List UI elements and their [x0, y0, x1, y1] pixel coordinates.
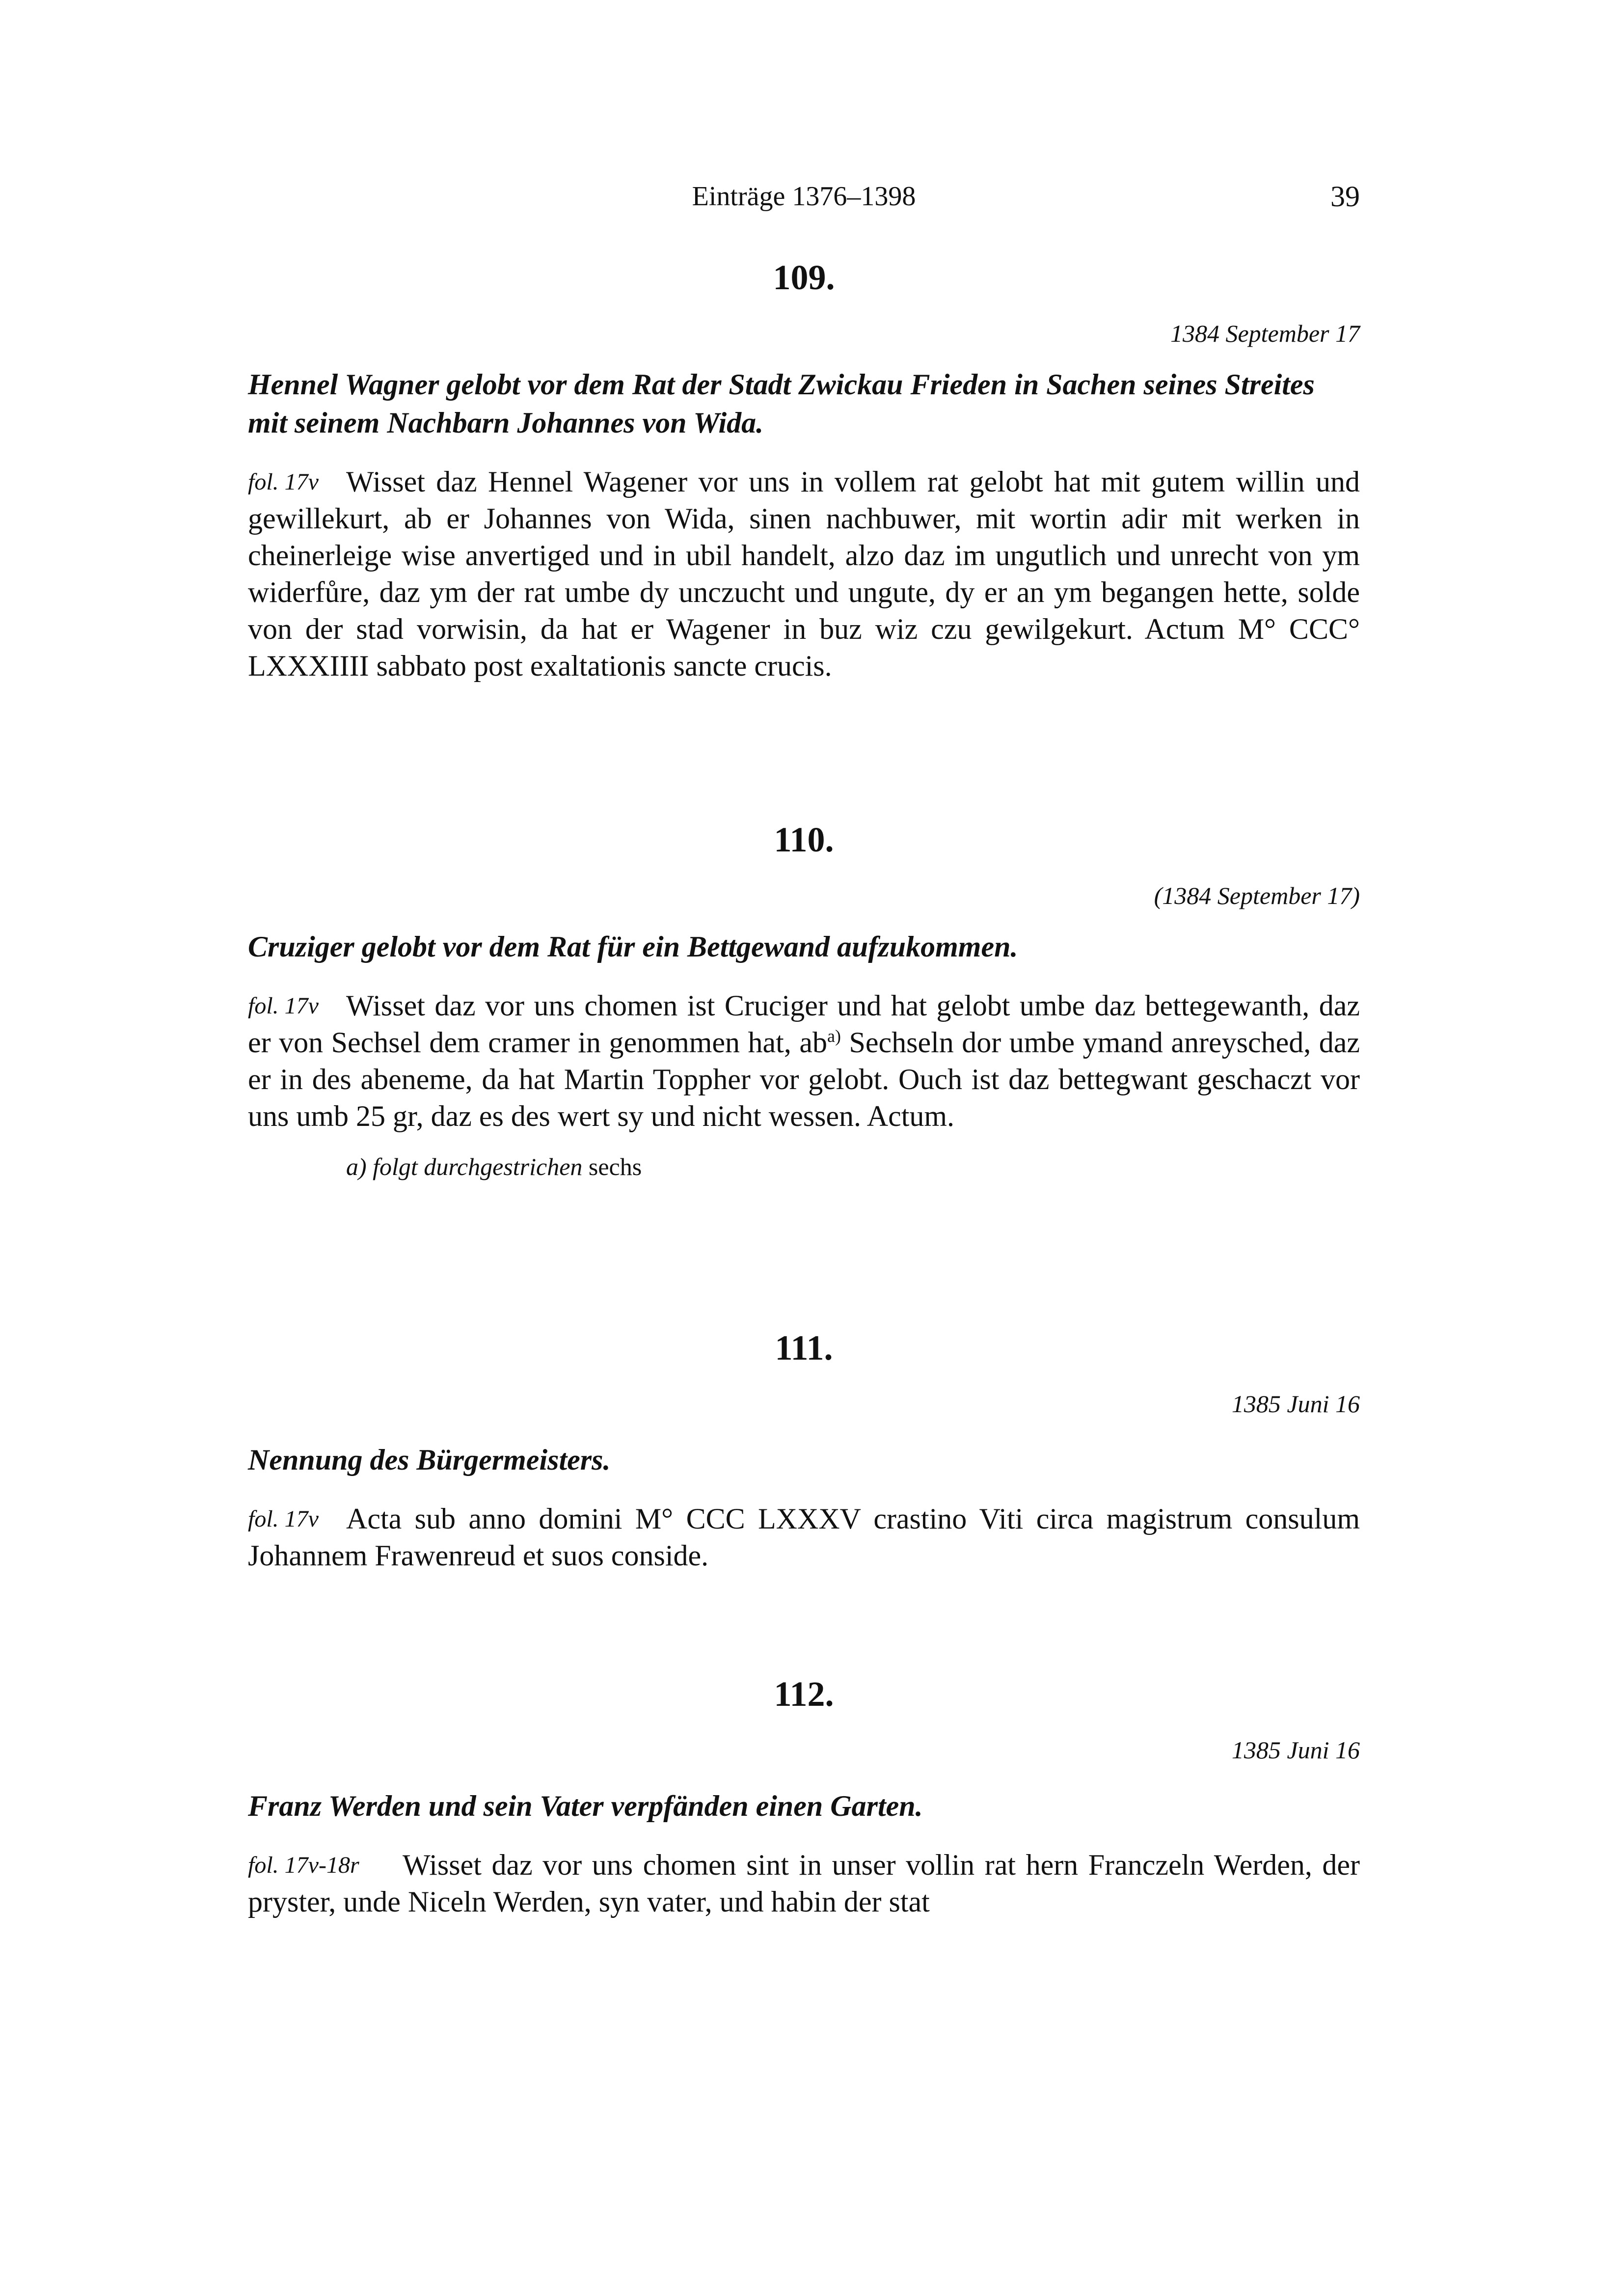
entry-111	[248, 1326, 1360, 1574]
running-head-title: Einträge 1376–1398	[692, 181, 916, 212]
entry-date: 1385 Juni 16	[1231, 1736, 1360, 1764]
entry-heading: Franz Werden und sein Vater verpfänden einen Garten.	[248, 1790, 923, 1822]
footnote-text: sechs	[582, 1153, 642, 1180]
entry-body	[248, 987, 1360, 1135]
folio-reference: fol. 17v	[248, 993, 319, 1019]
folio-reference: fol. 17v	[248, 1506, 319, 1532]
entry-body	[248, 464, 1360, 684]
footnote	[346, 1149, 1360, 1184]
entry-number: 110.	[774, 820, 834, 859]
entry-body	[248, 1501, 1360, 1574]
entry-number: 111.	[775, 1328, 833, 1367]
entry-heading: Hennel Wagner gelobt vor dem Rat der Stadt Zwickau Frieden in Sachen seines Streites mit seinem Nachbarn Johannes von Wida.	[248, 368, 1315, 439]
entry-112	[248, 1672, 1360, 1920]
entry-date: 1385 Juni 16	[1231, 1390, 1360, 1418]
running-head	[248, 177, 1360, 216]
footnote-marker: a)	[827, 1026, 841, 1046]
entry-number: 109.	[773, 258, 835, 297]
entry-text	[248, 987, 1360, 1135]
entry-text: Wisset daz vor uns chomen sint in unser vollin rat hern Franczeln Werden, der pryster, unde Niceln Werden, syn vater, und habin der stat	[248, 1849, 1360, 1918]
entry-110	[248, 818, 1360, 1184]
entry-text: Wisset daz Hennel Wagener vor uns in vollem rat gelobt hat mit gutem willin und gewillekurt, ab er Johannes von Wida, sinen nachbuwer, mit wortin adir mit werken in cheinerleige wise anvertiged und in ubil handelt, alzo daz im ungutlich und unrecht von ym widerfůre, daz ym der rat umbe dy unczucht und ungute, dy er an ym begangen hette, solde von der stad vorwisin, da hat er Wagener in buz wiz czu gewilgekurt. Actum M° CCC° LXXXIIII sabbato post exaltationis sancte crucis.	[248, 465, 1360, 682]
entry-heading: Cruziger gelobt vor dem Rat für ein Bettgewand aufzukommen.	[248, 930, 1018, 963]
entry-text-part: Sechseln dor umbe ymand anreysched, daz er in des abeneme, da hat Martin Toppher vor gelobt. Ouch ist daz bettegwant geschaczt vor uns umb 25 gr, daz es des wert sy und nicht wessen. Actum.	[248, 1026, 1360, 1132]
entry-text-part: Wisset daz vor uns chomen ist Cruciger und hat gelobt umbe daz bettegewanth, daz er von Sechsel dem cramer in genommen hat, ab	[248, 989, 1360, 1059]
page-number: 39	[1330, 180, 1360, 213]
entry-date: (1384 September 17)	[1154, 882, 1360, 909]
entry-number: 112.	[774, 1674, 834, 1714]
entry-109	[248, 255, 1360, 684]
folio-reference: fol. 17v	[248, 469, 319, 495]
entry-date: 1384 September 17	[1170, 320, 1360, 347]
entry-body	[248, 1847, 1360, 1920]
entry-text: Acta sub anno domini M° CCC LXXXV crastino Viti circa magistrum consulum Johannem Frawenreud et suos conside.	[248, 1503, 1360, 1572]
entry-heading: Nennung des Bürgermeisters.	[248, 1444, 611, 1476]
folio-reference: fol. 17v-18r	[248, 1852, 359, 1878]
footnote-label: a) folgt durchgestrichen	[346, 1153, 583, 1180]
